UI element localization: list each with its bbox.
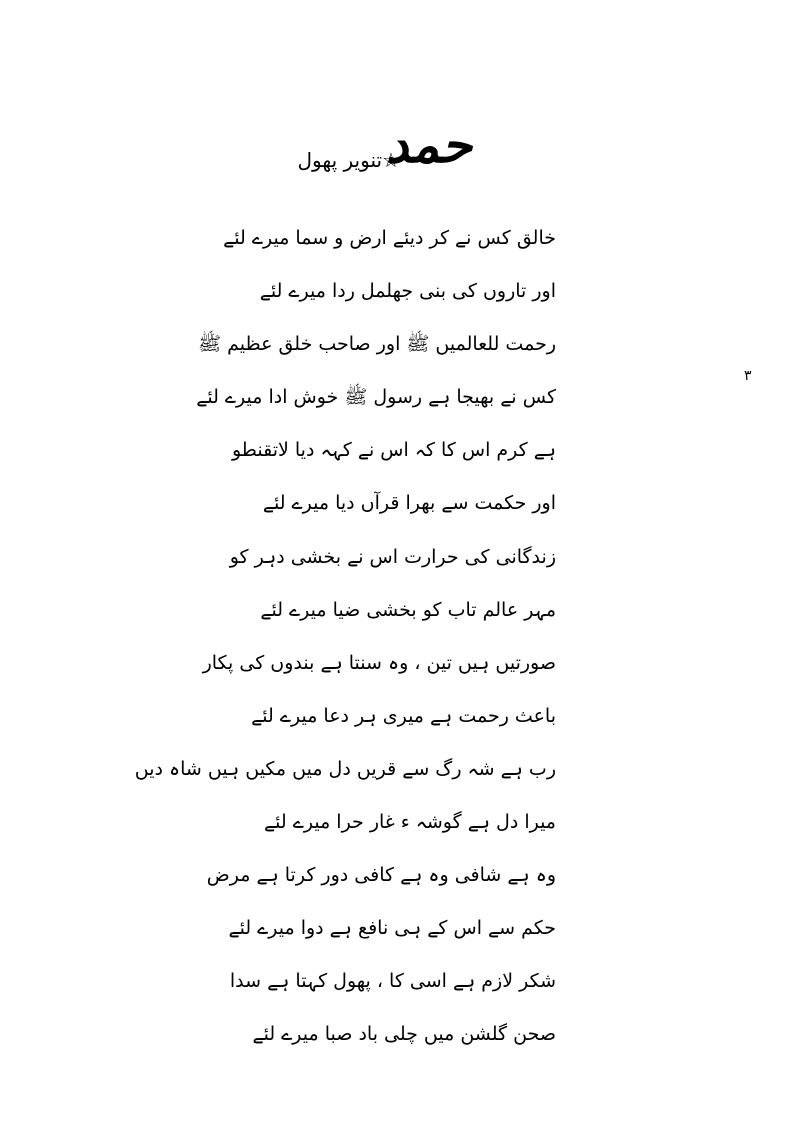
- title-block: [260, 110, 560, 190]
- poem-line: رحمت للعالمیں ﷺ اور صاحب خلق عظیم ﷺ: [198, 333, 556, 356]
- poem-line: ہے کرم اس کا کہ اس نے کہہ دیا لاتقنطو: [231, 439, 556, 462]
- page-number: ۳: [744, 368, 752, 384]
- poem-line: رب ہے شہ رگ سے قریں دل میں مکیں ہیں شاہ دیں: [134, 757, 556, 780]
- poem-line: اور تاروں کی بنی جھلمل ردا میرے لئے: [259, 280, 556, 303]
- poem-line: حکم سے اس کے ہی نافع ہے دوا میرے لئے: [228, 917, 556, 940]
- poem-line: زندگانی کی حرارت اس نے بخشی دہر کو: [229, 545, 556, 568]
- poem-line: میرا دل ہے گوشہ ء غار حرا میرے لئے: [264, 811, 556, 834]
- poem-line: خالق کس نے کر دیئے ارض و سما میرے لئے: [223, 227, 556, 249]
- poem-line: وہ ہے شافی وہ ہے کافی دور کرتا ہے مرض: [206, 864, 556, 887]
- poem-line: صورتیں ہیں تین ، وہ سنتا ہے بندوں کی پکار: [202, 651, 556, 674]
- poem-line: کس نے بھیجا ہے رسول ﷺ خوش ادا میرے لئے: [196, 386, 556, 409]
- poem-line: اور حکمت سے بھرا قرآں دیا میرے لئے: [262, 492, 556, 515]
- poet-name: ☆تنویر پھول: [297, 148, 400, 172]
- poem-body: [134, 212, 556, 1062]
- poem-line: صحن گلشن میں چلی باد صبا میرے لئے: [252, 1023, 556, 1046]
- poem-line: شکر لازم ہے اسی کا ، پھول کہتا ہے سدا: [229, 970, 556, 993]
- poem-title: حمد: [385, 115, 472, 174]
- poem-line: باعث رحمت ہے میری ہر دعا میرے لئے: [251, 704, 556, 727]
- poem-line: مہر عالم تاب کو بخشی ضیا میرے لئے: [260, 598, 556, 621]
